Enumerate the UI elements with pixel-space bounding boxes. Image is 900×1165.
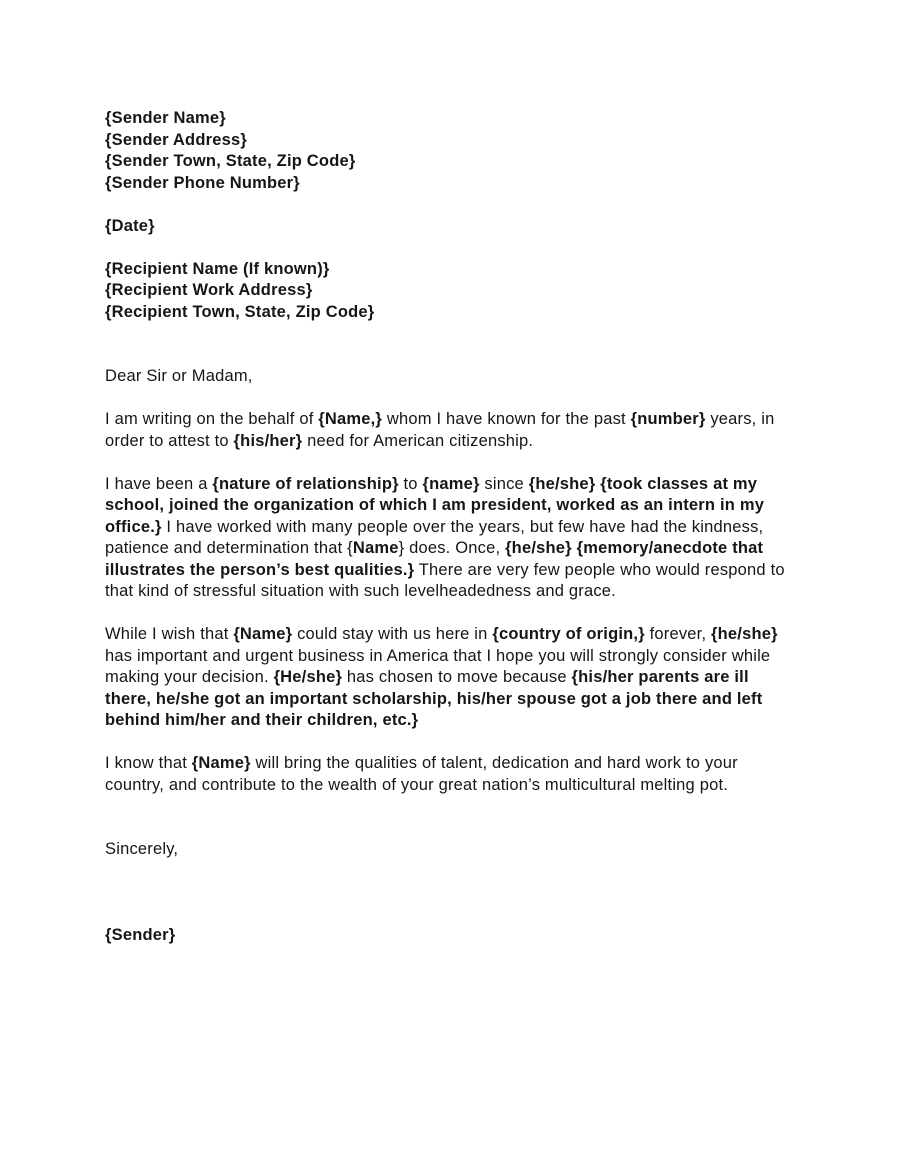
placeholder-token: {name} bbox=[422, 474, 480, 493]
placeholder-token: {memory/anecdote that illustrates the person’s best qualities.} bbox=[105, 539, 764, 579]
recipient-town-line: {Recipient Town, State, Zip Code} bbox=[105, 302, 375, 321]
paragraph-reason-to-move bbox=[105, 624, 797, 732]
salutation: Dear Sir or Madam, bbox=[105, 367, 253, 385]
sender-name-line: {Sender Name} bbox=[105, 109, 226, 127]
paragraph-relationship bbox=[105, 474, 797, 603]
placeholder-token: {nature of relationship} bbox=[212, 474, 399, 493]
placeholder-token: {He/she} bbox=[273, 668, 343, 686]
signature-line: {Sender} bbox=[105, 926, 176, 944]
sender-phone-line: {Sender Phone Number} bbox=[105, 173, 300, 192]
sender-town-line: {Sender Town, State, Zip Code} bbox=[105, 152, 356, 170]
body-text: has chosen to move because bbox=[342, 668, 572, 686]
body-text: to bbox=[398, 474, 423, 493]
body-text: I have been a bbox=[105, 474, 213, 493]
body-text: I am writing on the behalf of bbox=[105, 410, 319, 428]
placeholder-token: {Name} bbox=[233, 625, 293, 643]
placeholder-token: Name bbox=[352, 539, 399, 557]
placeholder-token: {his/her parents are ill there, he/she got an important scholarship, his/her spouse got a job there and left behind him/her and their children, etc.} bbox=[105, 668, 763, 729]
paragraph-conclusion bbox=[105, 753, 797, 796]
body-text: } does. Once, bbox=[398, 539, 506, 557]
placeholder-token: {Name,} bbox=[318, 410, 383, 428]
body-text: There are very few people who would respond to that kind of stressful situation with such levelheadedness and grace. bbox=[105, 560, 785, 600]
sender-address-line: {Sender Address} bbox=[105, 130, 247, 149]
body-text: will bring the qualities of talent, dedication and hard work to your country, and contribute to the wealth of your great nation’s multicultural melting pot. bbox=[105, 754, 738, 794]
paragraph-introduction bbox=[105, 409, 797, 452]
body-text: forever, bbox=[644, 625, 712, 643]
body-text: years, in order to attest to bbox=[105, 410, 775, 450]
recipient-address-line: {Recipient Work Address} bbox=[105, 281, 313, 299]
placeholder-token: {Name} bbox=[191, 754, 251, 772]
recipient-block bbox=[105, 259, 797, 324]
placeholder-token: {country of origin,} bbox=[492, 625, 645, 643]
placeholder-token: {he/she} bbox=[505, 539, 572, 557]
recipient-name-line: {Recipient Name (If known)} bbox=[105, 259, 330, 278]
letter-body bbox=[105, 108, 797, 947]
placeholder-token: {he/she} bbox=[711, 625, 778, 643]
placeholder-token: {number} bbox=[630, 410, 706, 428]
body-text: I have worked with many people over the years, but few have had the kindness, patience and determination that { bbox=[105, 517, 764, 557]
closing-line: Sincerely, bbox=[105, 840, 179, 858]
body-text: could stay with us here in bbox=[292, 625, 493, 643]
body-text: whom I have known for the past bbox=[382, 410, 631, 428]
body-text: need for American citizenship. bbox=[302, 431, 534, 450]
body-text: I know that bbox=[105, 754, 192, 772]
body-text: since bbox=[479, 474, 529, 493]
placeholder-token: {his/her} bbox=[233, 431, 303, 450]
sender-block bbox=[105, 108, 797, 194]
body-text: While I wish that bbox=[105, 625, 234, 643]
date-line: {Date} bbox=[105, 216, 155, 235]
placeholder-token: {took classes at my school, joined the organization of which I am president, worked as an intern in my office.} bbox=[105, 474, 765, 536]
placeholder-token: {he/she} bbox=[528, 474, 596, 493]
body-text: has important and urgent business in America that I hope you will strongly consider while making your decision. bbox=[105, 646, 771, 686]
